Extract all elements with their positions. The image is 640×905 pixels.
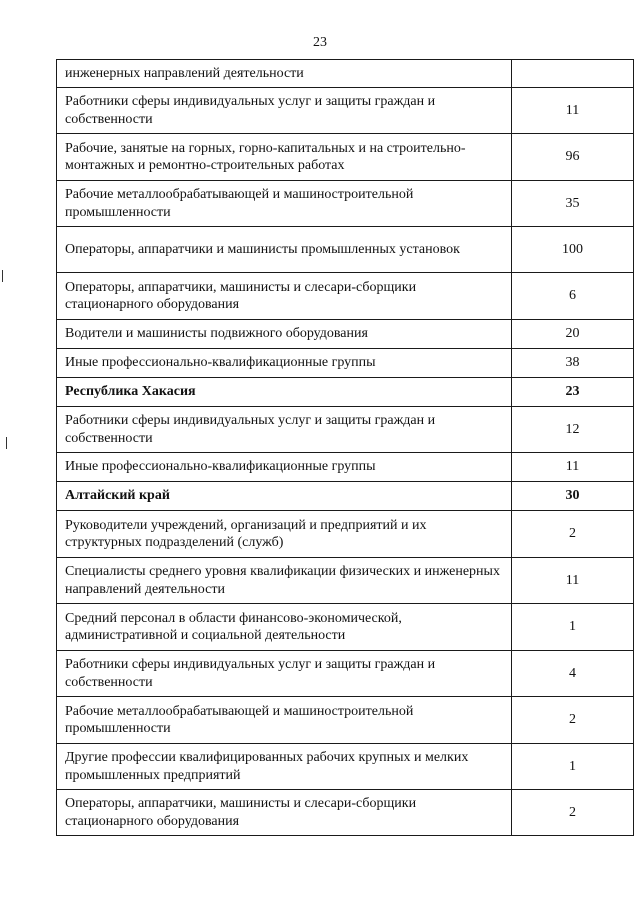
profession-group-name: Операторы, аппаратчики, машинисты и слесари-сборщики стационарного оборудования [57,790,512,836]
count-value: 96 [512,134,634,181]
table-row [57,407,634,453]
region-name: Республика Хакасия [57,378,512,407]
table-row [57,790,634,836]
region-row [57,378,634,407]
region-row [57,482,634,511]
count-value: 11 [512,88,634,134]
table-row [57,511,634,558]
table-row [57,604,634,651]
profession-group-name: Рабочие металлообрабатывающей и машиностроительной промышленности [57,697,512,744]
profession-group-name: Работники сферы индивидуальных услуг и защиты граждан и собственности [57,651,512,697]
count-value: 12 [512,407,634,453]
profession-group-name: Средний персонал в области финансово-экономической, административной и социальной деятельности [57,604,512,651]
region-total: 23 [512,378,634,407]
count-value: 2 [512,697,634,744]
profession-group-name: Работники сферы индивидуальных услуг и защиты граждан и собственности [57,88,512,134]
profession-group-name: Рабочие металлообрабатывающей и машиностроительной промышленности [57,181,512,227]
page-number: 23 [313,35,327,50]
margin-mark [2,270,3,282]
table-row [57,134,634,181]
table-row [57,744,634,790]
profession-table [56,59,634,836]
count-value: 4 [512,651,634,697]
profession-group-name: Иные профессионально-квалификационные группы [57,453,512,482]
table-row [57,181,634,227]
profession-group-name: Рабочие, занятые на горных, горно-капитальных и на строительно-монтажных и ремонтно-строительных работах [57,134,512,181]
profession-group-name: Руководители учреждений, организаций и предприятий и их структурных подразделений (служб) [57,511,512,558]
profession-group-name: Специалисты среднего уровня квалификации физических и инженерных направлений деятельности [57,558,512,604]
region-name: Алтайский край [57,482,512,511]
count-value: 6 [512,273,634,320]
table-row [57,558,634,604]
count-value: 38 [512,349,634,378]
margin-mark [6,437,7,449]
profession-group-name: Иные профессионально-квалификационные группы [57,349,512,378]
table-row [57,320,634,349]
profession-group-name: инженерных направлений деятельности [57,60,512,88]
table-body [57,60,634,836]
count-value: 2 [512,790,634,836]
count-value: 11 [512,558,634,604]
profession-group-name: Операторы, аппаратчики и машинисты промышленных установок [57,227,512,273]
profession-group-name: Водители и машинисты подвижного оборудования [57,320,512,349]
table-row [57,453,634,482]
count-value: 20 [512,320,634,349]
count-value: 11 [512,453,634,482]
table-row [57,349,634,378]
count-value: 1 [512,604,634,651]
region-total: 30 [512,482,634,511]
table-row [57,88,634,134]
profession-group-name: Другие профессии квалифицированных рабочих крупных и мелких промышленных предприятий [57,744,512,790]
table-row [57,227,634,273]
table-row [57,651,634,697]
profession-group-name: Работники сферы индивидуальных услуг и защиты граждан и собственности [57,407,512,453]
count-value: 2 [512,511,634,558]
count-value: 100 [512,227,634,273]
count-value: 1 [512,744,634,790]
count-value: 35 [512,181,634,227]
table-row [57,697,634,744]
table-row [57,273,634,320]
table-row [57,60,634,88]
profession-group-name: Операторы, аппаратчики, машинисты и слесари-сборщики стационарного оборудования [57,273,512,320]
count-value [512,60,634,88]
